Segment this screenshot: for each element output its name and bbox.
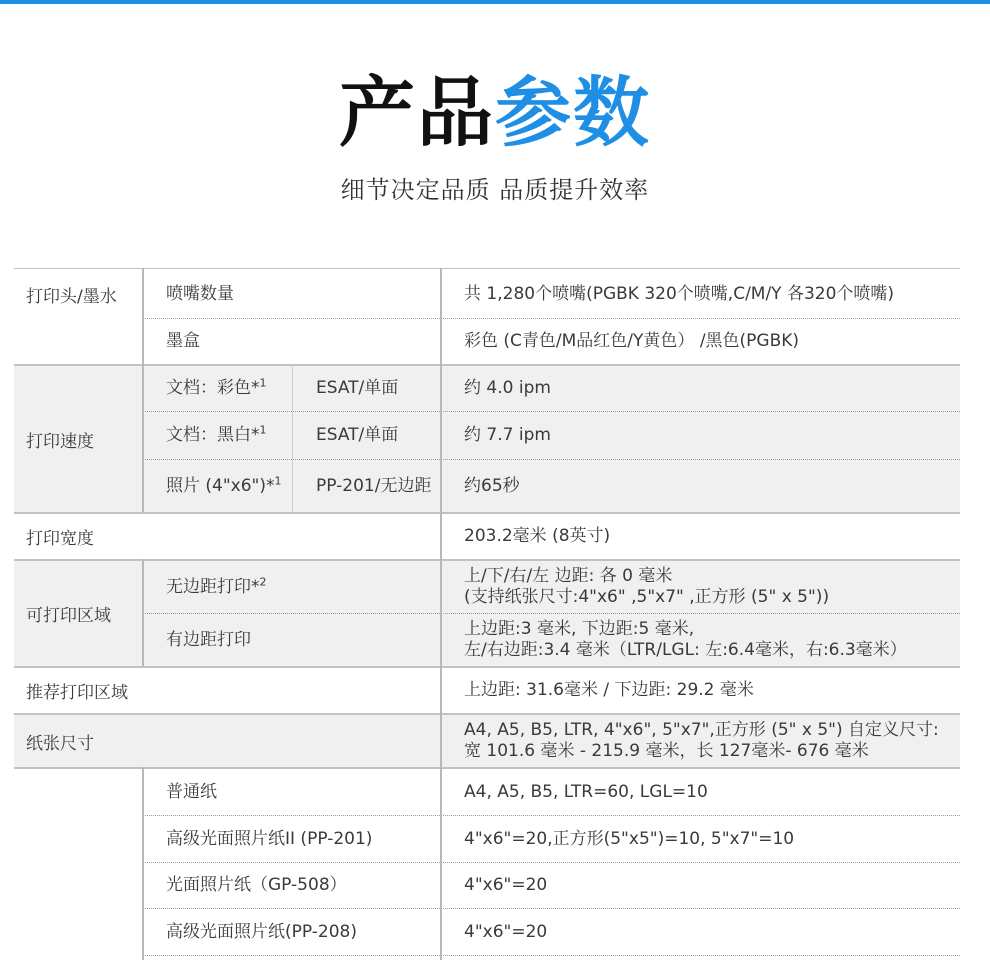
nozzle-value: 共 1,280个喷嘴(PGBK 320个喷嘴,C/M/Y 各320个喷嘴) — [464, 283, 895, 304]
paper-type-label: 光面照片纸（GP-508） — [166, 875, 347, 895]
recommended-label: 推荐打印区域 — [26, 683, 128, 703]
borderless-line-2: (支持纸张尺寸:4"x6" ,5"x7" ,正方形 (5" x 5")) — [464, 587, 830, 607]
paper-type-label: 高级光面照片纸II (PP-201) — [166, 828, 373, 849]
borderless-value — [452, 561, 960, 613]
nozzle-label: 喷嘴数量 — [166, 283, 234, 304]
speed-category: 打印速度 — [26, 431, 94, 452]
footnote-mark: 1 — [259, 376, 267, 390]
col-divider — [142, 559, 144, 666]
bordered-label: 有边距打印 — [166, 629, 251, 650]
borderless-label — [154, 561, 440, 613]
footnote-mark: 2 — [259, 574, 267, 588]
paper-type-label: 普通纸 — [166, 781, 217, 802]
paper-type-label: 高级光面照片纸(PP-208) — [166, 921, 357, 942]
papersize-value — [452, 715, 960, 767]
speed-row-label — [154, 366, 292, 411]
title-accent: 参数 — [495, 68, 651, 157]
printhead-category: 打印头/墨水 — [26, 286, 117, 307]
top-accent-bar — [0, 0, 990, 4]
speed-row-value: 约 7.7 ipm — [464, 425, 551, 445]
speed-row-value: 约65秒 — [464, 475, 520, 496]
ink-label: 墨盒 — [166, 331, 200, 351]
paper-type-value: 4"x6"=20 — [464, 875, 548, 895]
speed-row-value: 约 4.0 ipm — [464, 378, 551, 398]
speed-row-mode: ESAT/单面 — [316, 378, 399, 398]
borderless-line-1: 上/下/右/左 边距: 各 0 毫米 — [464, 566, 673, 586]
area-category: 可打印区域 — [26, 606, 111, 626]
recommended-value: 上边距: 31.6毫米 / 下边距: 29.2 毫米 — [464, 680, 754, 700]
speed-row-mode: PP-201/无边距 — [316, 475, 432, 496]
papersize-line-2: 宽 101.6 毫米 - 215.9 毫米，长 127毫米- 676 毫米 — [464, 741, 869, 761]
paper-type-value: 4"x6"=20,正方形(5"x5")=10, 5"x7"=10 — [464, 828, 795, 849]
paper-type-value: 4"x6"=20 — [464, 921, 548, 942]
value-col-divider — [440, 268, 442, 960]
page-title — [0, 68, 990, 158]
row-divider — [143, 955, 960, 956]
speed-label-text: 文档：彩色* — [166, 378, 260, 398]
col-divider — [142, 268, 144, 364]
footnote-mark: 1 — [274, 473, 282, 487]
width-label: 打印宽度 — [26, 529, 94, 549]
footnote-mark: 1 — [259, 423, 267, 437]
paper-type-value: A4, A5, B5, LTR=60, LGL=10 — [464, 781, 708, 802]
col-divider — [292, 364, 293, 512]
speed-label-text: 照片 (4"x6")* — [166, 475, 275, 496]
speed-row-label — [154, 412, 292, 459]
table-top-border — [14, 268, 960, 269]
page-subtitle: 细节决定品质 品质提升效率 — [340, 176, 650, 204]
papersize-line-1: A4, A5, B5, LTR, 4"x6", 5"x7",正方形 (5" x 5") 自定义尺寸: — [464, 720, 939, 740]
title-main: 产品 — [339, 68, 495, 157]
speed-row-mode: ESAT/单面 — [316, 425, 399, 445]
bordered-value — [452, 614, 960, 666]
papersize-label: 纸张尺寸 — [26, 733, 94, 754]
speed-label-text: 文档：黑白* — [166, 425, 260, 445]
ink-value: 彩色 (C青色/M品红色/Y黄色） /黑色(PGBK) — [464, 331, 800, 351]
bordered-line-1: 上边距:3 毫米, 下边距:5 毫米, — [464, 619, 695, 639]
width-value: 203.2毫米 (8英寸) — [464, 526, 611, 546]
bordered-line-2: 左/右边距:3.4 毫米（LTR/LGL: 左:6.4毫米，右:6.3毫米） — [464, 640, 907, 660]
col-divider — [142, 364, 144, 512]
col-divider — [142, 767, 144, 960]
borderless-label-text: 无边距打印* — [166, 576, 260, 597]
speed-row-label — [154, 460, 292, 512]
